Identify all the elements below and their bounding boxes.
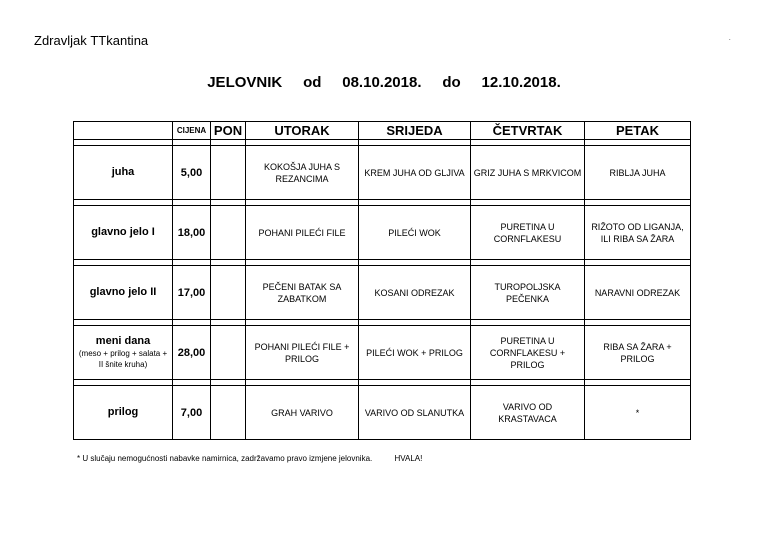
disclaimer-text: * U slučaju nemogućnosti nabavke namirnica, zadržavamo pravo izmjene jelovnika. bbox=[77, 454, 373, 463]
price-header: CIJENA bbox=[173, 122, 211, 140]
dish-cell-cetvrtak: VARIVO OD KRASTAVACA bbox=[471, 386, 585, 440]
thanks-text: HVALA! bbox=[394, 454, 423, 463]
title-to-date: 12.10.2018. bbox=[481, 74, 561, 91]
dish-cell-srijeda: PILEĆI WOK + PRILOG bbox=[359, 326, 471, 380]
dish-cell-srijeda: KOSANI ODREZAK bbox=[359, 266, 471, 320]
dish-cell-utorak: POHANI PILEĆI FILE + PRILOG bbox=[246, 326, 359, 380]
title-prefix: JELOVNIK bbox=[207, 74, 283, 91]
dish-cell-petak: RIBA SA ŽARA + PRILOG bbox=[585, 326, 691, 380]
price-cell: 28,00 bbox=[173, 326, 211, 380]
category-label: meni dana bbox=[95, 335, 151, 347]
title-from-date: 08.10.2018. bbox=[342, 74, 422, 91]
dish-cell-cetvrtak: PURETINA U CORNFLAKESU + PRILOG bbox=[471, 326, 585, 380]
dish-cell-utorak: PEČENI BATAK SA ZABATKOM bbox=[246, 266, 359, 320]
dish-cell-utorak: POHANI PILEĆI FILE bbox=[246, 206, 359, 260]
dish-cell-cetvrtak: GRIZ JUHA S MRKVICOM bbox=[471, 146, 585, 200]
dish-cell-pon bbox=[211, 266, 246, 320]
dish-cell-petak: RIBLJA JUHA bbox=[585, 146, 691, 200]
menu-row-juha bbox=[74, 146, 691, 200]
category-label: glavno jelo II bbox=[89, 286, 157, 298]
price-cell: 7,00 bbox=[173, 386, 211, 440]
category-cell bbox=[74, 266, 173, 320]
category-note: (meso + prilog + salata + II šnite kruha) bbox=[78, 349, 168, 369]
menu-row-glavno-jelo-1 bbox=[74, 206, 691, 260]
price-cell: 18,00 bbox=[173, 206, 211, 260]
day-header-cetvrtak: ČETVRTAK bbox=[471, 122, 585, 140]
category-cell bbox=[74, 386, 173, 440]
day-header-pon: PON bbox=[211, 122, 246, 140]
weekly-menu-table bbox=[73, 121, 691, 440]
footer-note bbox=[77, 454, 422, 463]
category-cell bbox=[74, 146, 173, 200]
price-cell: 5,00 bbox=[173, 146, 211, 200]
dish-cell-srijeda: PILEĆI WOK bbox=[359, 206, 471, 260]
corner-mark: . bbox=[729, 36, 731, 42]
dish-cell-pon bbox=[211, 326, 246, 380]
day-header-utorak: UTORAK bbox=[246, 122, 359, 140]
menu-row-prilog bbox=[74, 386, 691, 440]
dish-cell-petak: NARAVNI ODREZAK bbox=[585, 266, 691, 320]
dish-cell-pon bbox=[211, 146, 246, 200]
day-header-petak: PETAK bbox=[585, 122, 691, 140]
dish-cell-utorak: KOKOŠJA JUHA S REZANCIMA bbox=[246, 146, 359, 200]
brand-name: Zdravljak ТТkantina bbox=[34, 33, 149, 48]
dish-cell-pon bbox=[211, 206, 246, 260]
dish-cell-srijeda: VARIVO OD SLANUTKA bbox=[359, 386, 471, 440]
category-cell bbox=[74, 326, 173, 380]
day-header-srijeda: SRIJEDA bbox=[359, 122, 471, 140]
category-label: glavno jelo I bbox=[91, 226, 155, 238]
header-row bbox=[74, 122, 691, 140]
dish-cell-utorak: GRAH VARIVO bbox=[246, 386, 359, 440]
dish-cell-cetvrtak: PURETINA U CORNFLAKESU bbox=[471, 206, 585, 260]
menu-row-meni-dana bbox=[74, 326, 691, 380]
category-cell bbox=[74, 206, 173, 260]
price-cell: 17,00 bbox=[173, 266, 211, 320]
menu-row-glavno-jelo-2 bbox=[74, 266, 691, 320]
dish-cell-petak: * bbox=[585, 386, 691, 440]
menu-title bbox=[0, 74, 768, 91]
category-label: prilog bbox=[107, 406, 139, 418]
dish-cell-srijeda: KREM JUHA OD GLJIVA bbox=[359, 146, 471, 200]
dish-cell-petak: RIŽOTO OD LIGANJA, ILI RIBA SA ŽARA bbox=[585, 206, 691, 260]
dish-cell-pon bbox=[211, 386, 246, 440]
category-label: juha bbox=[111, 166, 135, 178]
title-to-label: do bbox=[442, 74, 461, 91]
dish-cell-cetvrtak: TUROPOLJSKA PEČENKA bbox=[471, 266, 585, 320]
corner-cell bbox=[74, 122, 173, 140]
title-from-label: od bbox=[303, 74, 322, 91]
